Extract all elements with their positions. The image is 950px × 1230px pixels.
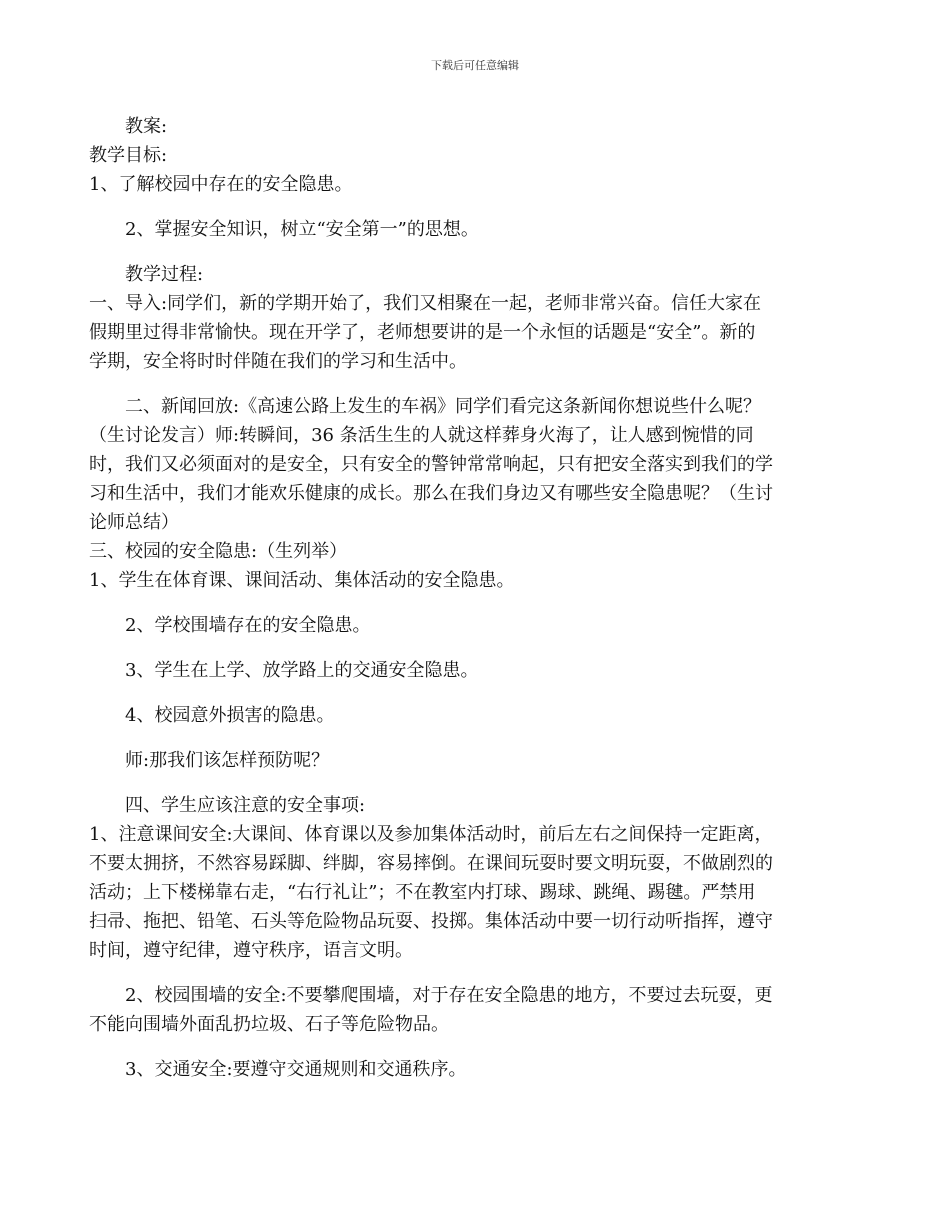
hazard-item: 4、校园意外损害的隐患。 bbox=[125, 705, 335, 726]
process-title: 教学过程: bbox=[125, 264, 204, 285]
news-line: （生讨论发言）师:转瞬间，36 条活生生的人就这样葬身火海了，让人感到惋惜的同 bbox=[89, 425, 754, 446]
news-line: 时，我们又必须面对的是安全，只有安全的警钟常常响起，只有把安全落实到我们的学 bbox=[89, 454, 773, 475]
news-line: 习和生活中，我们才能欢乐健康的成长。那么在我们身边又有哪些安全隐患呢？（生讨 bbox=[89, 483, 773, 504]
note-1-line: 扫帚、拖把、铅笔、石头等危险物品玩耍、投掷。集体活动中要一切行动听指挥，遵守 bbox=[89, 911, 773, 932]
note-1-line: 不要太拥挤，不然容易踩脚、绊脚，容易摔倒。在课间玩耍时要文明玩耍，不做剧烈的 bbox=[89, 853, 773, 874]
note-2-line: 2、校园围墙的安全:不要攀爬围墙，对于存在安全隐患的地方，不要过去玩耍，更 bbox=[125, 985, 773, 1006]
note-1-line: 活动；上下楼梯靠右走，“右行礼让”；不在教室内打球、踢球、跳绳、踢毽。严禁用 bbox=[89, 882, 756, 903]
objectives-title: 教学目标: bbox=[89, 145, 168, 166]
hazards-title: 三、校园的安全隐患:（生列举） bbox=[89, 541, 348, 562]
objective-1: 1、了解校园中存在的安全隐患。 bbox=[89, 174, 353, 195]
note-3: 3、交通安全:要遵守交通规则和交通秩序。 bbox=[125, 1059, 467, 1080]
hazard-item: 2、学校围墙存在的安全隐患。 bbox=[125, 615, 371, 636]
notes-title: 四、学生应该注意的安全事项: bbox=[125, 795, 366, 816]
hazard-item: 3、学生在上学、放学路上的交通安全隐患。 bbox=[125, 660, 479, 681]
intro-line: 一、导入:同学们，新的学期开始了，我们又相聚在一起，老师非常兴奋。信任大家在 bbox=[89, 293, 762, 314]
intro-line: 学期，安全将时时伴随在我们的学习和生活中。 bbox=[89, 351, 467, 372]
note-1-line: 1、注意课间安全:大课间、体育课以及参加集体活动时，前后左右之间保持一定距离， bbox=[89, 824, 773, 845]
note-2-line: 不能向围墙外面乱扔垃圾、石子等危险物品。 bbox=[89, 1014, 449, 1035]
hazard-item: 1、学生在体育课、课间活动、集体活动的安全隐患。 bbox=[89, 570, 515, 591]
news-line: 二、新闻回放:《高速公路上发生的车祸》同学们看完这条新闻你想说些什么呢？ bbox=[125, 396, 762, 417]
note-1-line: 时间，遵守纪律，遵守秩序，语言文明。 bbox=[89, 940, 413, 961]
teacher-question: 师:那我们该怎样预防呢？ bbox=[125, 750, 330, 771]
lesson-label: 教案: bbox=[125, 116, 168, 137]
document-body bbox=[89, 112, 861, 1084]
page-header: 下载后可任意编辑 bbox=[431, 59, 519, 72]
objective-2: 2、掌握安全知识，树立“安全第一”的思想。 bbox=[125, 219, 479, 240]
news-line: 论师总结） bbox=[89, 512, 179, 533]
intro-line: 假期里过得非常愉快。现在开学了，老师想要讲的是一个永恒的话题是“安全”。新的 bbox=[89, 322, 756, 343]
